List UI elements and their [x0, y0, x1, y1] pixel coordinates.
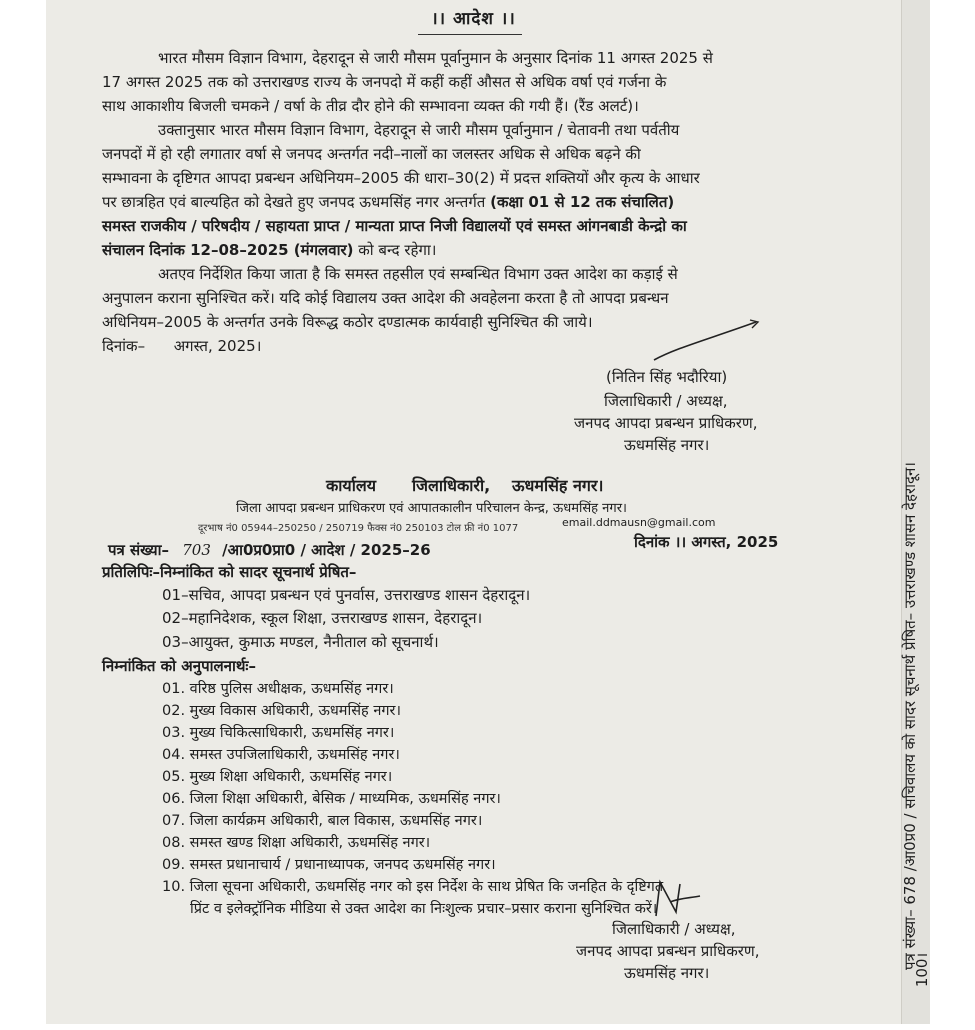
copies-heading: प्रतिलिपिः–निम्नांकित को सादर सूचनार्थ प्रेषित–	[102, 563, 357, 581]
para3-line1: अतएव निर्देशित किया जाता है कि समस्त तहसील एवं सम्बन्धित विभाग उक्त आदेश का कड़ाई से	[158, 265, 678, 283]
para3-line2: अनुपालन कराना सुनिश्चित करें। यदि कोई विद्यालय उक्त आदेश की अवहेलना करता है तो आपदा प्रबन्धन	[102, 289, 669, 307]
heading-underline	[418, 34, 522, 35]
copy-item-1: 01–सचिव, आपदा प्रबन्धन एवं पुनर्वास, उत्तराखण्ड शासन देहरादून।	[162, 586, 531, 604]
order-heading: ।। आदेश ।।	[431, 9, 516, 29]
compliance-item-10-cont: प्रिंट व इलेक्ट्रॉनिक मीडिया से उक्त आदेश का निःशुल्क प्रचार–प्रसार कराना सुनिश्चित करें।	[190, 901, 658, 917]
side-margin-note	[872, 30, 919, 1030]
compliance-item-8: 08. समस्त खण्ड शिक्षा अधिकारी, ऊधमसिंह नगर।	[162, 835, 431, 851]
letter-number-line	[108, 538, 431, 562]
compliance-heading: निम्नांकित को अनुपालनार्थः–	[102, 657, 256, 675]
para2-line4	[102, 190, 674, 214]
signatory2-designation: जिलाधिकारी / अध्यक्ष,	[612, 920, 736, 938]
compliance-item-9: 09. समस्त प्रधानाचार्य / प्रधानाध्यापक, जनपद ऊधमसिंह नगर।	[162, 857, 496, 873]
compliance-item-2: 02. मुख्य विकास अधिकारी, ऊधमसिंह नगर।	[162, 703, 401, 719]
compliance-item-7: 07. जिला कार्यक्रम अधिकारी, बाल विकास, ऊधमसिंह नगर।	[162, 813, 483, 829]
signatory-designation: जिलाधिकारी / अध्यक्ष,	[604, 392, 728, 410]
side-margin-mark: 100।	[913, 952, 932, 988]
office-subtitle: जिला आपदा प्रबन्धन प्राधिकरण एवं आपातकालीन परिचालन केन्द्र, ऊधमसिंह नगर।	[236, 501, 627, 516]
compliance-item-4: 04. समस्त उपजिलाधिकारी, ऊधमसिंह नगर।	[162, 747, 400, 763]
office-title-a: कार्यालय	[326, 476, 376, 495]
compliance-item-10: 10. जिला सूचना अधिकारी, ऊधमसिंह नगर को इस निर्देश के साथ प्रेषित कि जनहित के दृष्टिगत	[162, 879, 664, 895]
letter-date: दिनांक ।। अगस्त, 2025	[634, 533, 779, 551]
signatory-authority: जनपद आपदा प्रबन्धन प्राधिकरण,	[574, 414, 758, 432]
compliance-item-1: 01. वरिष्ठ पुलिस अधीक्षक, ऊधमसिंह नगर।	[162, 681, 394, 697]
letter-ref: /आ0प्र0प्रा0 / आदेश / 2025–26	[222, 541, 431, 559]
closure-date-text: संचालन दिनांक 12–08–2025 (मंगलवार)	[102, 241, 354, 259]
compliance-item-6: 06. जिला शिक्षा अधिकारी, बेसिक / माध्यमिक, ऊधमसिंह नगर।	[162, 791, 501, 807]
signatory2-authority: जनपद आपदा प्रबन्धन प्राधिकरण,	[576, 942, 760, 960]
copy-item-2: 02–महानिदेशक, स्कूल शिक्षा, उत्तराखण्ड शासन, देहरादून।	[162, 609, 483, 627]
office-title-c: ऊधमसिंह नगर।	[512, 476, 604, 495]
office-contact: दूरभाष नं0 05944–250250 / 250719 फैक्स नं0 250103 टोल फ्री नं0 1077	[198, 523, 519, 534]
para2-line1: उक्तानुसार भारत मौसम विज्ञान विभाग, देहरादून से जारी मौसम पूर्वानुमान / चेतावनी तथा पर्वतीय	[158, 121, 680, 139]
letter-label: पत्र संख्या–	[108, 541, 170, 559]
signatory-name: (नितिन सिंह भदौरिया)	[606, 368, 728, 386]
signatory2-district: ऊधमसिंह नगर।	[624, 964, 710, 982]
para1-line2: 17 अगस्त 2025 तक को उत्तराखण्ड राज्य के जनपदो में कहीं कहीं औसत से अधिक वर्षा एवं गर्जना के	[102, 73, 667, 91]
para2-line5: समस्त राजकीय / परिषदीय / सहायता प्राप्त / मान्यता प्राप्त निजी विद्यालयों एवं समस्त आंगनबाडी केन्द्रो का	[102, 217, 687, 235]
copy-item-3: 03–आयुक्त, कुमाऊ मण्डल, नैनीताल को सूचनार्थ।	[162, 633, 439, 651]
office-email: email.ddmausn@gmail.com	[562, 516, 716, 529]
order-date-line: दिनांक– अगस्त, 2025।	[102, 337, 262, 355]
para2-line3: सम्भावना के दृष्टिगत आपदा प्रबन्धन अधिनियम–2005 की धारा–30(2) में प्रदत्त शक्तियों और कृत्य के आधार	[102, 169, 700, 187]
signature-mark-1	[646, 318, 766, 368]
signatory-district: ऊधमसिंह नगर।	[624, 436, 710, 454]
side-note-text: पत्र संख्या– 678 /आ0प्र0 / सचिवालय को सादर सूचनार्थ प्रेषित– उत्तराखण्ड शासन देहरादून।	[901, 462, 919, 970]
para1-line3: साथ आकाशीय बिजली चमकने / वर्षा के तीव्र दौर होने की सम्भावना व्यक्त की गयी हैं। (रैंड अलर्ट)।	[102, 97, 639, 115]
para3-line3: अधिनियम–2005 के अन्तर्गत उनके विरूद्ध कठोर दण्डात्मक कार्यवाही सुनिश्चित की जाये।	[102, 313, 593, 331]
para2-line6	[102, 238, 436, 262]
compliance-item-3: 03. मुख्य चिकित्साधिकारी, ऊधमसिंह नगर।	[162, 725, 395, 741]
compliance-item-5: 05. मुख्य शिक्षा अधिकारी, ऊधमसिंह नगर।	[162, 769, 393, 785]
para1-line1: भारत मौसम विज्ञान विभाग, देहरादून से जारी मौसम पूर्वानुमान के अनुसार दिनांक 11 अगस्त 2025 से	[158, 49, 713, 67]
order-document	[46, 0, 901, 1024]
signature-mark-2	[646, 876, 706, 920]
office-title-b: जिलाधिकारी,	[412, 476, 491, 495]
letter-number: 703	[182, 541, 211, 559]
class-range-text: (कक्षा 01 से 12 तक संचालित)	[490, 193, 675, 211]
para2-line2: जनपदों में हो रही लगातार वर्षा से जनपद अन्तर्गत नदी–नालों का जलस्तर अधिक से अधिक बढ़ने की	[102, 145, 641, 163]
closure-tail-text: को बन्द रहेगा।	[358, 241, 437, 259]
para2-line4-text: पर छात्रहित एवं बाल्यहित को देखते हुए जनपद ऊधमसिंह नगर अन्तर्गत	[102, 193, 486, 211]
